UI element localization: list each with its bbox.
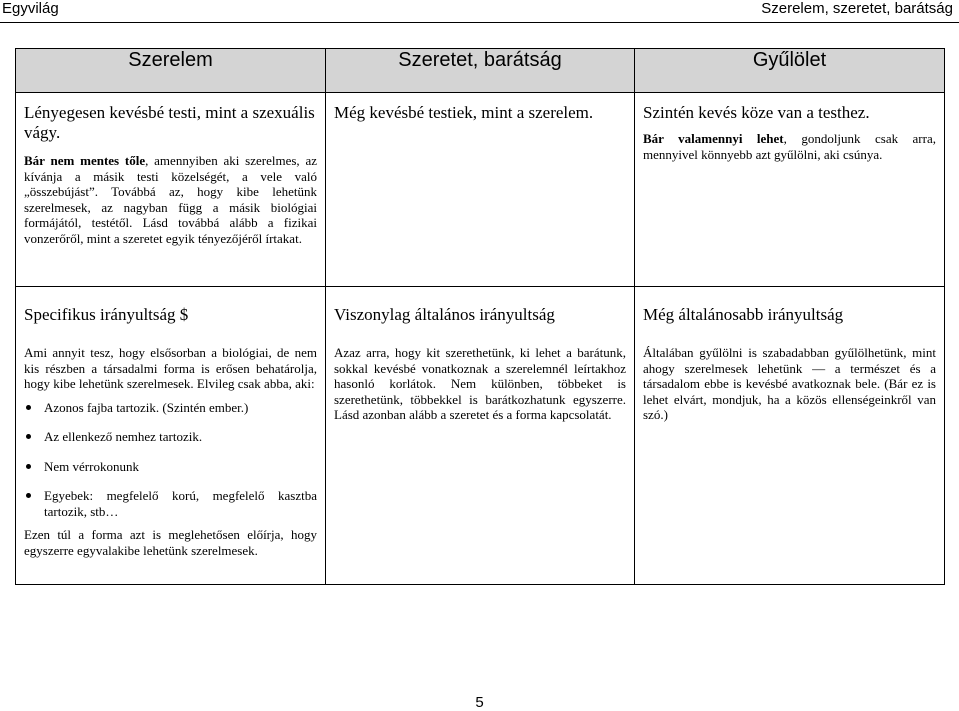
column-header-szeretet: Szeretet, barátság (326, 49, 635, 93)
bullet-list (24, 400, 317, 520)
body-strong: Bár nem mentes tőle (24, 153, 146, 168)
table-header-row (16, 49, 945, 93)
column-header-gyulolet: Gyűlölet (635, 49, 945, 93)
comparison-table (15, 48, 945, 585)
header-rule (0, 22, 959, 23)
list-item: Azonos fajba tartozik. (Szintén ember.) (24, 400, 317, 416)
bullet-icon (26, 493, 31, 498)
page-number: 5 (475, 694, 484, 711)
table-row (16, 93, 945, 287)
section-title: Specifikus irányultság $ (24, 305, 189, 324)
bullet-icon (26, 405, 31, 410)
body-rest: , gondoljunk csak arra, mennyivel könnyebb azt gyűlölni, aki csúnya. (643, 131, 936, 162)
cell-gyulolet-orientation (635, 287, 945, 585)
body-text (24, 153, 317, 246)
list-item: Az ellenkező nemhez tartozik. (24, 429, 317, 445)
body-text: Ami annyit tesz, hogy elsősorban a biológiai, de nem kis részben a társadalmi forma is erősen behatárolja, hogy kibe lehetünk szerelmesek. Elvileg csak abba, aki: (24, 345, 317, 391)
body-text: Általában gyűlölni is szabadabban gyűlölhetünk, mint ahogy szerelmesek lehetünk — a természet és a társadalom ebbe is kevésbé avatkoznak bele. (Bár ez is lehet elvárt, mondjuk, ha a közös ellenségeinkről van szó.) (643, 345, 936, 422)
list-item: Egyebek: megfelelő korú, megfelelő kasztba tartozik, stb… (24, 488, 317, 519)
bullet-icon (26, 434, 31, 439)
cell-szeretet-body (326, 93, 635, 287)
section-title: Még általánosabb irányultság (643, 305, 844, 324)
list-item: Nem vérrokonunk (24, 459, 317, 475)
section-title: Viszonylag általános irányultság (334, 305, 555, 324)
body-text: Azaz arra, hogy kit szerethetünk, ki lehet a barátunk, sokkal kevésbé vonatkoznak a szerelemnél leírtakhoz hasonló korlátok. Nem különben, többeket is szerethetünk, többekkel is barátkozhatunk egyszerre. Lásd azonban alább a szeretet és a forma kapcsolatát. (334, 345, 626, 422)
body-strong: Bár valamennyi lehet (643, 131, 784, 146)
bullet-icon (26, 464, 31, 469)
column-header-szerelem: Szerelem (16, 49, 326, 93)
cell-szerelem-body (16, 93, 326, 287)
lead-text: Szintén kevés köze van a testhez. (643, 103, 870, 122)
body-text (643, 131, 936, 162)
lead-text: Még kevésbé testiek, mint a szerelem. (334, 103, 594, 122)
closing-text: Ezen túl a forma azt is meglehetősen előírja, hogy egyszerre egyvalakibe lehetünk szerelmesek. (24, 527, 317, 558)
header-left-title: Egyvilág (2, 0, 59, 17)
table-row (16, 287, 945, 585)
cell-szerelem-orientation (16, 287, 326, 585)
cell-szeretet-orientation (326, 287, 635, 585)
lead-text: Lényegesen kevésbé testi, mint a szexuális vágy. (24, 103, 315, 142)
cell-gyulolet-body (635, 93, 945, 287)
header-right-title: Szerelem, szeretet, barátság (761, 0, 953, 17)
running-header (0, 0, 959, 24)
body-rest: , amennyiben aki szerelmes, az kívánja a másik testi közelségét, a vele való „összebújást”. Továbbá az, hogy kibe lehetünk szerelmesek, az nagyban függ a másik biológiai formájától, testétől. Lásd továbbá alább a fizikai vonzerőről, mint a szeretet egyik tényezőjéről írtakat. (24, 153, 318, 246)
